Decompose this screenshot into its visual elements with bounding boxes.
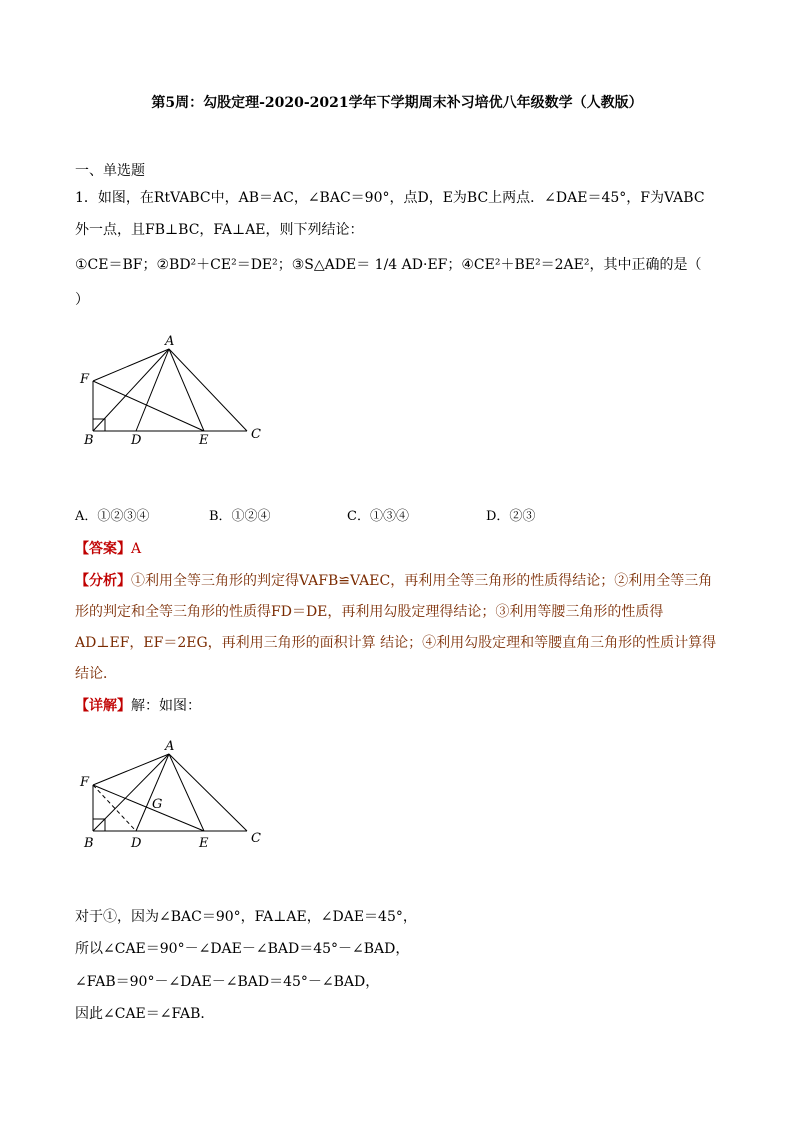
- label-d: D: [131, 836, 142, 851]
- label-a: A: [165, 334, 175, 349]
- label-b: B: [84, 836, 94, 851]
- segment-fe: [93, 381, 204, 431]
- label-c: C: [251, 427, 261, 442]
- label-e: E: [199, 433, 209, 448]
- question-line-4: ）: [75, 292, 89, 308]
- detail-line: 【详解】解：如图：: [75, 698, 201, 714]
- label-f: F: [80, 372, 90, 387]
- solution-line-2: 所以∠CAE＝90°－∠DAE－∠BAD＝45°－∠BAD，: [75, 941, 410, 957]
- figure-1: [75, 333, 275, 453]
- question-line-2: 外一点，且FB⊥BC，FA⊥AE，则下列结论：: [75, 222, 364, 238]
- label-e: E: [199, 836, 209, 851]
- segment-ac: [169, 349, 247, 431]
- question-line-3: ①CE＝BF；②BD²＋CE²＝DE²；③S△ADE＝ 1/4 AD·EF；④CE²＋BE²＝2AE²，其中正确的是（: [75, 257, 702, 273]
- segment-fe: [93, 785, 204, 831]
- label-a: A: [165, 739, 175, 754]
- figure-2: [75, 735, 275, 855]
- choice-b[interactable]: B．①②④: [209, 509, 271, 524]
- answer-value: A: [131, 541, 142, 557]
- section-heading: 一、单选题: [75, 163, 145, 179]
- choice-c[interactable]: C．①③④: [347, 509, 409, 524]
- analysis-line-4: 结论．: [75, 666, 117, 682]
- label-d: D: [131, 433, 142, 448]
- segment-ae: [169, 349, 204, 431]
- analysis-line-1: 【分析】①利用全等三角形的判定得VAFB≌VAEC，再利用全等三角形的性质得结论；②利用全等三角: [75, 573, 713, 589]
- analysis-tag: 【分析】: [75, 573, 131, 589]
- label-g: G: [152, 797, 163, 812]
- segment-ae: [169, 754, 204, 831]
- analysis-line-2: 形的判定和全等三角形的性质得FD＝DE，再利用勾股定理得结论；③利用等腰三角形的性质得: [75, 604, 664, 620]
- choice-d[interactable]: D．②③: [486, 509, 536, 524]
- label-c: C: [251, 831, 261, 846]
- answer-line: [75, 538, 141, 558]
- analysis-line-3: AD⊥EF，EF＝2EG，再利用三角形的面积计算 结论；④利用勾股定理和等腰直角三角形的性质计算得: [75, 635, 717, 651]
- detail-tag: 【详解】: [75, 698, 131, 714]
- label-f: F: [80, 775, 90, 790]
- solution-line-4: 因此∠CAE＝∠FAB．: [75, 1006, 215, 1022]
- question-line-1: 1．如图，在RtVABC中，AB＝AC，∠BAC＝90°，点D，E为BC上两点．∠DAE＝45°，F为VABC: [75, 190, 705, 206]
- answer-tag: 【答案】: [75, 541, 131, 557]
- segment-ac: [169, 754, 247, 831]
- solution-line-3: ∠FAB＝90°－∠DAE－∠BAD＝45°－∠BAD，: [75, 974, 380, 990]
- label-b: B: [84, 433, 94, 448]
- solution-line-1: 对于①，因为∠BAC＝90°，FA⊥AE，∠DAE＝45°，: [75, 909, 417, 925]
- choice-a[interactable]: A．①②③④: [75, 509, 150, 524]
- page-title: 第5周：勾股定理-2020-2021学年下学期周末补习培优八年级数学（人教版）: [151, 95, 643, 111]
